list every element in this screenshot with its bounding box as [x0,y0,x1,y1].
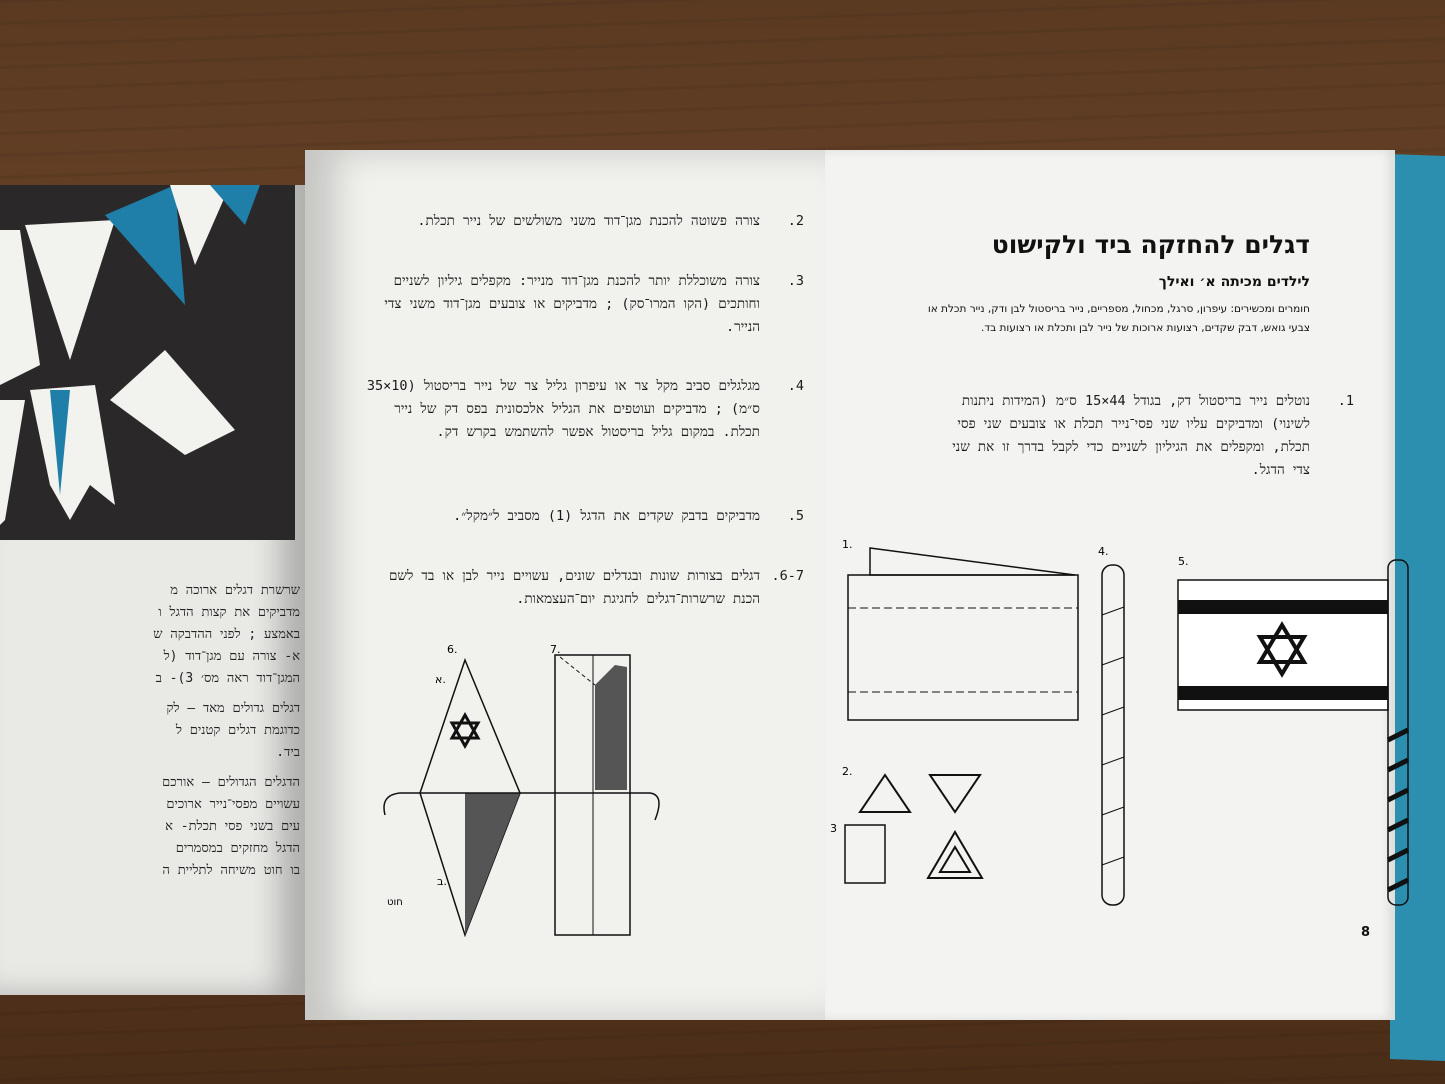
step-number: 4. [787,378,804,394]
flag-stripe-top [1178,600,1388,614]
triangle-up [860,775,910,812]
step-text: מגלגלים סביב מקל צר או עיפרון גליל צר של נייר בריסטול (10×35 ס״מ) ; מדביקים ועוטפים את הגליל אלכסונית בפס דק של נייר תכלת. במקום גליל בריסטול אפשר להשתמש בקרש דק. [366,378,760,440]
text-line: המגן־דוד ראה מס׳ 3)- ב [155,671,300,686]
pennant [25,220,115,360]
step-6-7 [365,565,804,611]
fig-1-label: 1. [842,538,853,551]
step-text: דגלים בצורות שונות ובגדלים שונים, עשויים נייר לבן או בד לשם הכנת שרשרות־דגלים לחגיגת יום־העצמאות. [389,568,760,607]
right-page [825,150,1395,1020]
middle-page [305,150,825,1020]
fig-4-label: 4. [1098,545,1109,558]
step-text: צורה משוכללת יותר להכנת מגן־דוד מנייר: מקפלים גיליון לשניים וחותכים (הקו המרו־סק) ; מדביקים או צובעים מגן־דוד משני צדי הנייר. [384,273,760,335]
star-of-david-icon [452,715,478,738]
step-3 [365,270,804,339]
text-line: הדגלים הגדולים — אורכם [162,775,300,790]
step-2 [365,210,804,233]
text-line: עשויים מפסי־נייר ארוכים [166,797,300,812]
step-number: 3. [787,273,804,289]
fig-3-label: 3 [830,822,837,835]
text-line: באמצע ; לפני ההדבקה ש [153,627,300,642]
rectangle-shaded-part [595,665,627,790]
step-number: 6-7. [771,568,804,584]
pennant [0,230,40,385]
pennant [110,350,235,455]
label-a: א. [435,673,446,686]
left-page [0,185,305,995]
text-line: מדביקים את קצות הדגל ו [158,605,300,620]
bunting-shapes [0,185,295,540]
folded-paper [845,825,885,883]
pennant [105,185,185,305]
text-line: כדוגמת דגלים קטנים ל [175,723,300,738]
page-title: דגלים להחזקה ביד ולקישוט [991,230,1310,259]
fig-2-label: 2. [842,765,853,778]
string-label: חוט [387,897,403,908]
flag-stripe-bottom [1178,686,1388,700]
folded-sheet [848,575,1078,720]
bunting-illustration [0,185,295,540]
page-subtitle: לילדים מכיתה א׳ ואילך [1158,274,1310,290]
page-number: 8 [1360,925,1370,940]
pennant [0,400,25,525]
step-number: 1. [1337,393,1354,409]
step-4 [365,375,804,444]
step-number: 2. [787,213,804,229]
fig-7-label: 7. [550,643,561,656]
text-line: דגלים גדולים מאד — לק [166,701,300,716]
step-1 [950,390,1354,482]
rolled-stick [1102,565,1124,905]
step-text: צורה פשוטה להכנת מגן־דוד משני משולשים של נייר תכלת. [417,213,760,229]
materials-list: חומרים ומכשירים: עיפרון, סרגל, מכחול, מספריים, נייר בריסטול לבן ודק, נייר תכלת או צבעי גואש, דבק שקדים, רצועות ארוכות של נייר לבן ותכלת או רצועות בד. [927,303,1310,334]
step-number: 5. [787,508,804,524]
left-page-text [0,580,300,882]
triangle-down [930,775,980,812]
fig-6-label: 6. [447,643,458,656]
pennant [30,385,115,520]
label-b: ב. [437,875,447,888]
text-line: הדגל מחזקים במסמרים [175,841,300,856]
string-line [384,793,659,820]
text-line: ביד. [276,745,300,760]
text-line: א- צורה עם מגן־דוד (ל [163,649,300,664]
fig-5-label: 5. [1178,555,1189,568]
step-text: נוטלים נייר בריסטול דק, בגודל 44×15 ס״מ (המידות ניתנות לשינוי) ומדביקים עליו שני פסי־נייר תכלת או צובעים שני פסי תכלת, ומקפלים את הגיליון לשניים כדי לקבל בדרך זו את שני צדי הדגל. [952,393,1310,478]
text-line: בו חוט משיחה לתליית ה [162,863,300,878]
text-line: שרשרת דגלים ארוכה מ [170,583,300,598]
figures-1-5-diagram [830,538,1400,910]
figure-6-7-diagram [375,645,675,945]
folded-sheet-top [870,548,1075,575]
text-line: עים בשני פסי תכלת- א [165,819,300,834]
step-text: מדביקים בדבק שקדים את הדגל (1) מסביב ל״מקל״. [453,508,760,524]
step-5 [365,505,804,528]
